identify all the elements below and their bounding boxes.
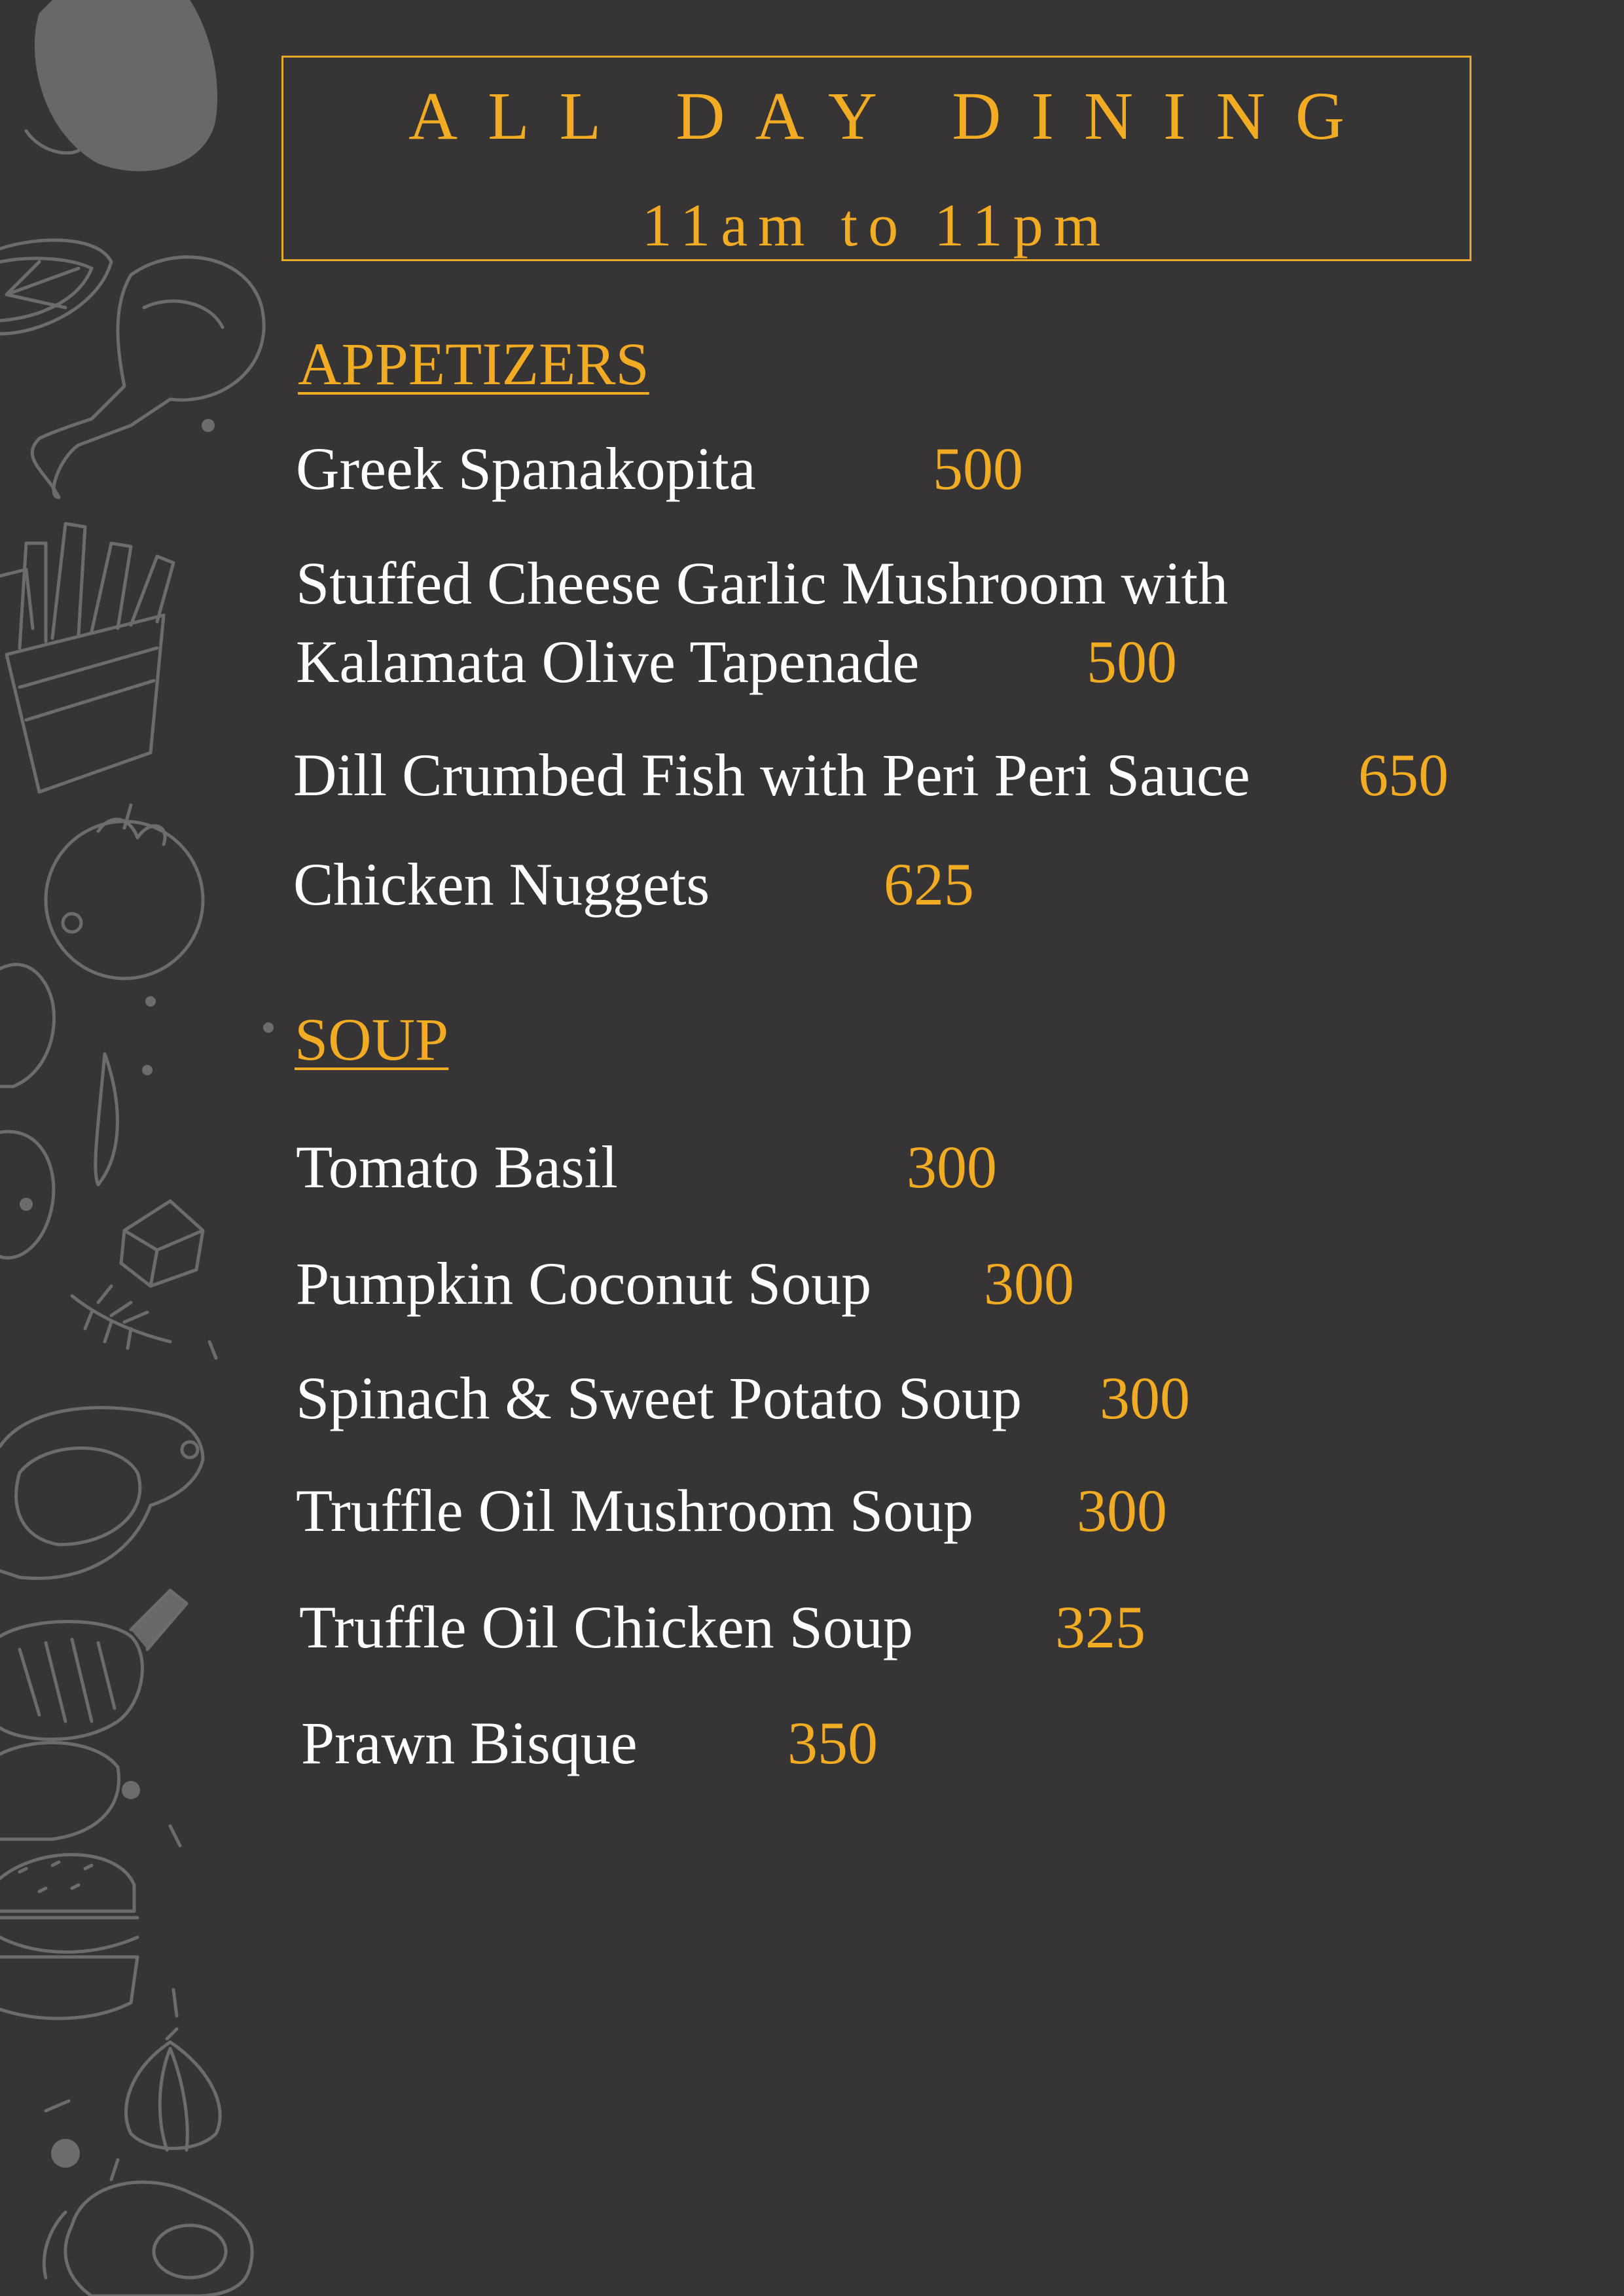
cheese-icon [121, 1201, 203, 1286]
menu-item-name: Prawn Bisque [301, 1710, 638, 1776]
menu-item-price: 500 [1087, 628, 1177, 695]
menu-title: ALL DAY DINING [408, 79, 1375, 154]
section-title-soup: SOUP [295, 1006, 449, 1073]
menu-item-name: Kalamata Olive Tapenade [296, 628, 920, 695]
opening-hours: 11am to 11pm [641, 192, 1111, 259]
garlic-icon [126, 2029, 221, 2150]
menu-item-name: Tomato Basil [296, 1134, 618, 1200]
menu-item-price: 625 [884, 851, 974, 918]
menu-item-price: 300 [984, 1250, 1074, 1317]
menu-item-price: 300 [1077, 1477, 1167, 1544]
menu-item-name: Pumpkin Coconut Soup [296, 1250, 872, 1317]
fries-icon [0, 524, 173, 792]
menu-item-price: 350 [787, 1710, 878, 1776]
menu-item-name: Stuffed Cheese Garlic Mushroom with [296, 550, 1229, 617]
section-title-appetizers: APPETIZERS [298, 331, 649, 397]
burger-icon [0, 1855, 137, 2018]
menu-item-price: 300 [907, 1134, 997, 1200]
onion-slice-icon [0, 1132, 54, 1258]
egg-icon [44, 2160, 252, 2296]
onion-icon [26, 0, 217, 171]
herb-icon [72, 1286, 170, 1348]
food-doodle-strip [0, 0, 275, 2296]
tomato-icon [46, 805, 203, 978]
menu-item-name: Spinach & Sweet Potato Soup [296, 1365, 1022, 1431]
pepper-icon [0, 965, 54, 1086]
chili-icon [96, 1054, 118, 1185]
menu-item-price: 500 [933, 435, 1023, 502]
menu-item-price: 325 [1055, 1594, 1146, 1660]
menu-item-name: Greek Spanakopita [296, 435, 756, 502]
chicken-leg-icon [32, 257, 264, 497]
menu-item-name: Truffle Oil Mushroom Soup [296, 1477, 974, 1544]
menu-item-name: Chicken Nuggets [293, 851, 710, 918]
menu-item-price: 650 [1358, 742, 1449, 808]
menu-item-name: Truffle Oil Chicken Soup [299, 1594, 913, 1660]
menu-item-name: Dill Crumbed Fish with Peri Peri Sauce [293, 742, 1250, 808]
lemon-icon [0, 240, 111, 334]
avocado-icon [0, 1408, 203, 1579]
grill-pan-icon [0, 1590, 187, 1839]
food-doodles [0, 0, 275, 2296]
menu-item-price: 300 [1100, 1365, 1190, 1431]
header-box [281, 56, 1471, 261]
